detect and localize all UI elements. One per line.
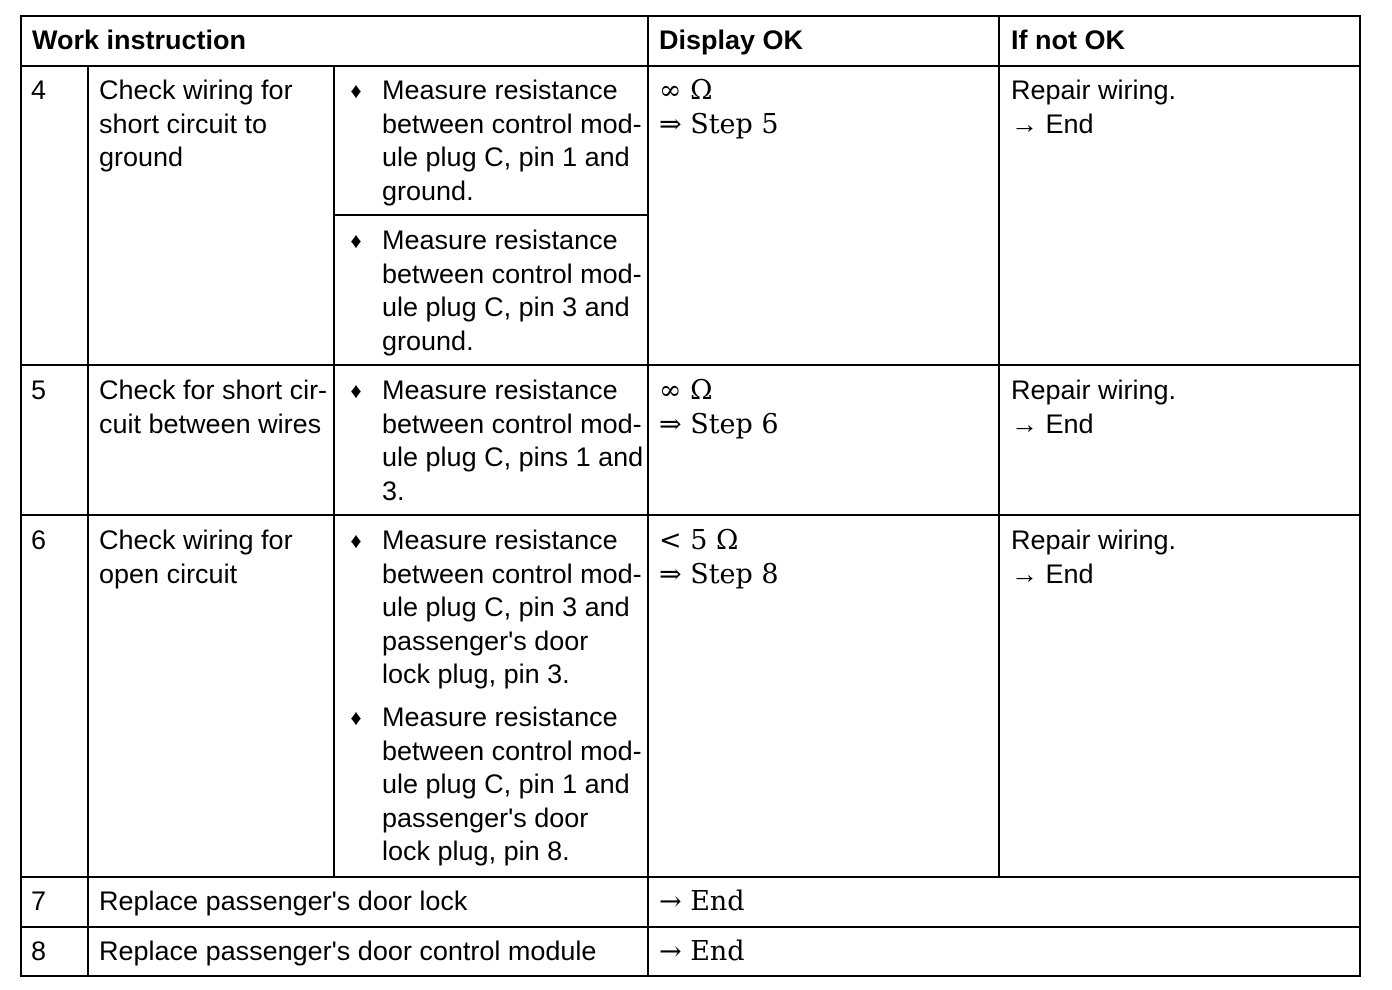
if-not-ok-value: Repair wiring. → End (1011, 525, 1177, 589)
header-if-not-ok: If not OK (1011, 25, 1125, 55)
bullet-diamond-icon: ♦ (350, 228, 362, 253)
column-divider (333, 65, 335, 878)
row-4-sub-divider (333, 214, 648, 216)
instruction-text: Replace passenger's door lock (99, 886, 468, 916)
bullet-diamond-icon: ♦ (350, 528, 362, 553)
header-work-instruction: Work instruction (32, 25, 247, 55)
row-divider (20, 514, 1361, 516)
result-value: → End (659, 936, 745, 967)
measurement-text: Measure resistance between control mod- ule plug C, pin 3 and passenger's door lock plug, pin 3. (382, 525, 642, 689)
header-divider (20, 65, 1361, 67)
column-divider (998, 15, 1000, 878)
bullet-diamond-icon: ♦ (350, 705, 362, 730)
step-number: 7 (31, 886, 47, 916)
measurement-text: Measure resistance between control mod- ule plug C, pin 1 and passenger's door lock plug, pin 8. (382, 702, 642, 866)
if-not-ok-value: Repair wiring. → End (1011, 75, 1177, 139)
header-display-ok: Display OK (659, 25, 804, 55)
result-value: → End (659, 886, 745, 917)
row-divider (20, 926, 1361, 928)
step-number: 6 (31, 525, 47, 555)
check-description: Check for short cir- cuit between wires (99, 375, 328, 439)
check-description: Check wiring for short circuit to ground (99, 75, 293, 172)
display-ok-value: ∞ Ω ⇒ Step 6 (659, 375, 779, 440)
step-number: 8 (31, 936, 47, 966)
step-number: 5 (31, 375, 47, 405)
row-divider (20, 364, 1361, 366)
display-ok-value: ∞ Ω ⇒ Step 5 (659, 75, 779, 140)
if-not-ok-value: Repair wiring. → End (1011, 375, 1177, 439)
measurement-text: Measure resistance between control mod- ule plug C, pins 1 and 3. (382, 375, 644, 506)
measurement-text: Measure resistance between control mod- ule plug C, pin 1 and ground. (382, 75, 642, 206)
row-divider (20, 876, 1361, 878)
table-border-right (1359, 15, 1361, 977)
column-divider (87, 65, 89, 977)
bullet-diamond-icon: ♦ (350, 78, 362, 103)
table-border-bottom (20, 975, 1361, 977)
check-description: Check wiring for open circuit (99, 525, 293, 589)
column-divider (647, 15, 649, 977)
table-border-top (20, 15, 1361, 17)
measurement-text: Measure resistance between control mod- ule plug C, pin 3 and ground. (382, 225, 642, 356)
step-number: 4 (31, 75, 47, 105)
table-border-left (20, 15, 22, 977)
bullet-diamond-icon: ♦ (350, 378, 362, 403)
instruction-text: Replace passenger's door control module (99, 936, 597, 966)
display-ok-value: < 5 Ω ⇒ Step 8 (659, 525, 779, 590)
